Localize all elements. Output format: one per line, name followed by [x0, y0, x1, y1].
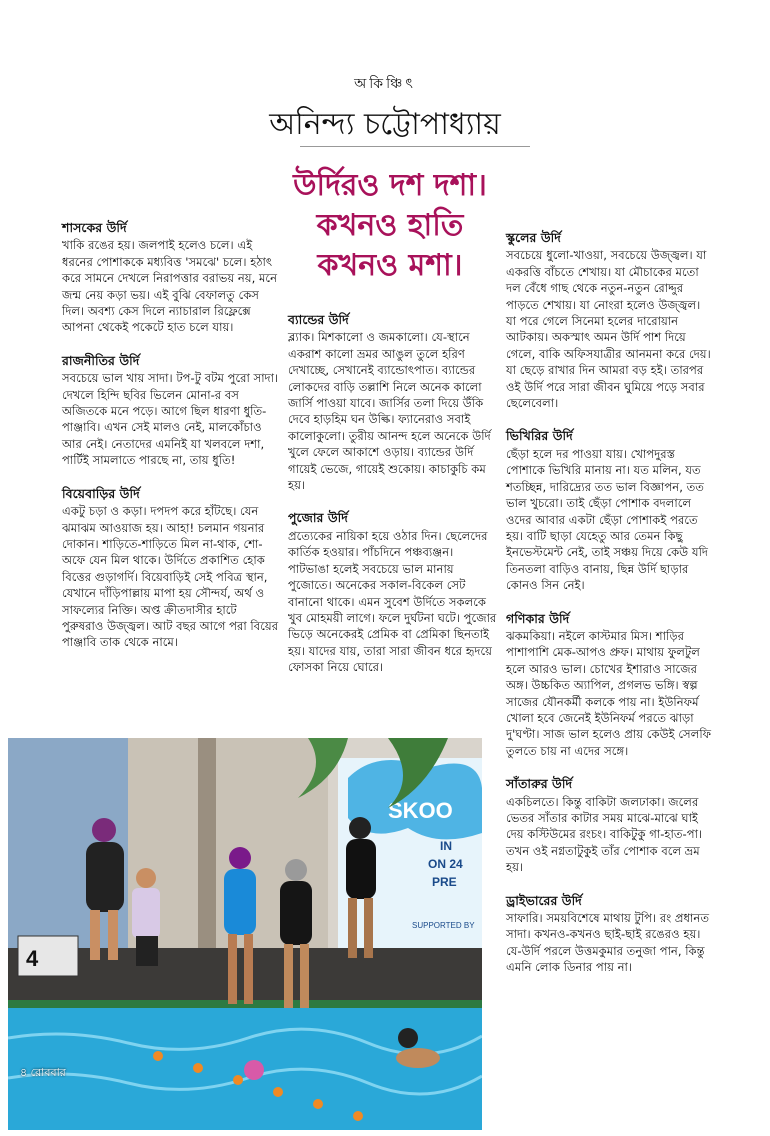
column-3: [506, 230, 714, 993]
headline-line-3: কখনও মশা।: [317, 248, 463, 283]
section-body: ছেঁড়া হলে দর পাওয়া যায়। খোপদুরস্ত পোশাকে ভিখিরি মানায় না। যত মলিন, যত শতচ্ছিন্ন, দারিদ্র্যের তত ভাল বিজ্ঞাপন, তত ভাল খুচরো। তাই ছেঁড়া পোশাক বদলালে ওদের আবার একটা ছেঁড়া পোশাকই পরতে হয়। বাটি ছাড়া যেহেতু আর তেমন কিছু ইনভেস্টমেন্ট নেই, তাই সঞ্চয় দিয়ে কেউ যদি তিনতলা বাড়িও বানায়, ছিন্ন উর্দি ছাড়ার কোনও সিন নেই।: [506, 446, 708, 593]
section-title: ড্রাইভারের উর্দি: [506, 892, 582, 908]
section-title: রাজনীতির উর্দি: [62, 352, 140, 368]
section-swimmer-uniform: [506, 776, 714, 875]
section-body: একচিলতে। কিন্তু বাকিটা জলঢাকা। জলের ভেতর সাঁতার কাটার সময় মাঝে-মাঝে ঘাই দেয় কস্টিউমের রংচং। বাকিটুকু গা-হাত-পা। তখন ওই নগ্নতাটুকুই তাঁর পোশাক বলে ভ্রম হয়।: [506, 794, 703, 875]
banner-text-3: ON 24: [428, 857, 463, 871]
series-title: অকিঞ্চিৎ: [354, 76, 416, 92]
pillar: [198, 738, 216, 978]
banner-text-5: SUPPORTED BY: [412, 921, 475, 930]
section-body: সবচেয়ে ভাল খায় সাদা। টপ-টু বটম পুরো সাদা। দেখলে হিন্দি ছবির ভিলেন মোনা-র বস অজিতকে মনে পড়ে। আগে ছিল ধারণা ধুতি-পাঞ্জাবি। এখন সেই মালও নেই, মালকোঁচাও আর নেই। নেতাদের এমনিই যা খলবলে দশা, পার্টিই সামলাতে পারছে না, তায় ধুতি!: [62, 371, 279, 468]
swimmers-photo-illustration: [8, 738, 482, 1130]
section-courtesan-uniform: [506, 611, 714, 760]
headline-line-2: কখনও হাতি: [316, 208, 464, 243]
author-name: অনিন্দ্য চট্টোপাধ্যায়: [269, 107, 501, 142]
headline-line-1: উর্দিরও দশ দশা।: [293, 168, 487, 203]
section-beggar-uniform: [506, 428, 714, 593]
banner-text-2: IN: [440, 839, 452, 853]
section-title: শাসকের উর্দি: [62, 220, 127, 235]
section-title: ব্যান্ডের উর্দি: [288, 312, 349, 327]
column-1: [62, 220, 280, 668]
section-school-uniform: [506, 230, 714, 411]
section-body: ঝকমকিয়া। নইলে কাস্টমার মিস। শাড়ির পাশাপাশি মেক-আপও প্রুফ। মাথায় ফুলটুল হলে আরও ভাল। চোখের ইশারাও সাজের অঙ্গ। উচ্চকিত অ্যাপিল, প্রগলভ ভঙ্গি। স্বল্প সাজের যৌনকর্মী কলকে পায় না। ইউনিফর্ম খোলা হবে জেনেই ইউনিফর্ম পরতে ঝাড়া দু'ঘণ্টা। সাজ ভাল হলেও প্রায় কেউই সেলফি তুলতে চায় না এদের সঙ্গে।: [506, 628, 712, 758]
section-title: গণিকার উর্দি: [506, 610, 570, 626]
section-wedding-uniform: [62, 486, 280, 651]
section-title: স্কুলের উর্দি: [506, 230, 561, 245]
block-number: 4: [26, 946, 39, 971]
section-body: খাকি রঙের হয়। জলপাই হলেও চলে। এই ধরনের পোশাককে মধ্যবিত্ত 'সমঝে' চলে। হঠাৎ করে সামনে দেখলে নিরাপত্তার বরাভয় নয়, মনে জন্ম নেয় কড়া ভয়। এই বুঝি বেফালতু কেস দিল। অবশ্য কেস দিলে ন্যাচারাল রিফ্লেক্সে আপনা থেকেই পকেটে হাত চলে যায়।: [62, 238, 277, 335]
section-body: সাফারি। সময়বিশেষে মাথায় টুপি। রং প্রধানত সাদা। কখনও-কখনও ছাই-ছাই রঙেরও হয়। যে-উর্দি পরলে উত্তমকুমার তনুজা পান, কিন্তু এমনি লোক ডিনার পায় না।: [506, 911, 710, 975]
headline: [240, 166, 540, 286]
section-title: পুজোর উর্দি: [288, 510, 348, 526]
section-title: বিয়েবাড়ির উর্দি: [62, 485, 140, 501]
section-body: ব্ল্যাক। মিশকালো ও জমকালো। যে-স্থানে একরাশ কালো ভ্রমর আঙুল তুলে হরিণ দেখাচ্ছে, সেখানেই ব্যান্ডোৎপাত। ব্যান্ডের লোকদের বাড়ি তল্লাশি নিলে অনেক কালো জার্সি পাওয়া যাবে। জার্সির তলা দিয়ে উঁকি দেবে হাড়হিম ঘন উল্কি। ফ্যানেরাও সবাই কালোকুলো। তুরীয় আনন্দ হলে অনেকে উর্দি খুলে ফেলে আকাশে ওড়ায়। ব্যান্ডের উর্দি গায়েই ভেজে, গায়েই শুকোয়। কাচাকুচি কম হয়।: [288, 330, 491, 493]
banner-text-4: PRE: [432, 875, 457, 889]
title-rule: [300, 146, 530, 147]
section-body: একটু চড়া ও কড়া। দপদপ করে হাঁটছে। যেন ঝমাঝম আওয়াজ হয়। আহা! চলমান গয়নার দোকান। শাড়িতে-শাড়িতে মিল না-থাক, শো-অফে যেন মিল থাকে। উর্দিতে প্রকাশিত হোক বিত্তের গুড়াগর্দি। বিয়েবাড়িই সেই পবিত্র স্থান, যেখানে দাঁড়িপাল্লায় মাপা হয় সৌন্দর্য, অর্থ ও সাফল্যের নিক্তি। অপ্ত ক্রীতদাসীর হাটে পুরুষরাও উজ্জ্বল। আট বছর আগে পরা বিয়ের পাঞ্জাবি তাক থেকে নামে।: [62, 504, 279, 650]
section-body: সবচেয়ে ধুলো-খাওয়া, সবচেয়ে উজ্জ্বল। যা একরত্তি বাঁচতে শেখায়। যা মৌচাকের মতো দল বেঁধে গাছ থেকে নতুন-নতুন রোদ্দুর পাড়তে শেখায়। যা নোংরা হলেও উজ্জ্বল। যা পরে গেলে সিনেমা হলের দারোয়ান আটকায়। অকস্মাৎ অমন উর্দি পাশ দিয়ে গেলে, বাকি অফিসযাত্রীর আনমনা করে দেয়। যা ছেড়ে রাখার দিন আমরা বড় হই। তারপর ওই উর্দি পরে সারা জীবন ঘুমিয়ে পড়ে সবার ছেলেবেলা।: [506, 248, 711, 411]
banner-text-1: SKOO: [388, 798, 453, 823]
section-band-uniform: [288, 312, 498, 493]
section-title: সাঁতারুর উর্দি: [506, 776, 573, 792]
section-title: ভিখিরির উর্দি: [506, 428, 573, 444]
section-driver-uniform: [506, 893, 714, 976]
section-body: প্রত্যেকের নায়িকা হয়ে ওঠার দিন। ছেলেদের কার্তিক হওয়ার। পাঁচদিনে পঞ্চব্যঞ্জন। পাটভাঙা হলেই সবচেয়ে ভাল মানায় পুজোতে। অনেকের সকাল-বিকেল সেট বানানো থাকে। এমন সুবেশ উর্দিতে সকলকে খুব মোহময়ী লাগে। ফলে দুর্ঘটনা ঘটে। পুজোর ভিড়ে অনেকেরই প্রেমিক বা প্রেমিকা ছিনতাই হয়। যাদের যায়, তারা সারা জীবন ধরে হৃদয়ে ফোসকা নিয়ে ঘোরে।: [288, 528, 497, 675]
swimmer-in-water: [244, 1060, 264, 1080]
section-puja-uniform: [288, 510, 498, 675]
section-ruler-uniform: [62, 220, 280, 336]
column-2: [288, 312, 498, 693]
section-politics-uniform: [62, 353, 280, 469]
swimmers-photo: [8, 738, 482, 1130]
page-folio: ৪ রোববার: [20, 1066, 66, 1079]
